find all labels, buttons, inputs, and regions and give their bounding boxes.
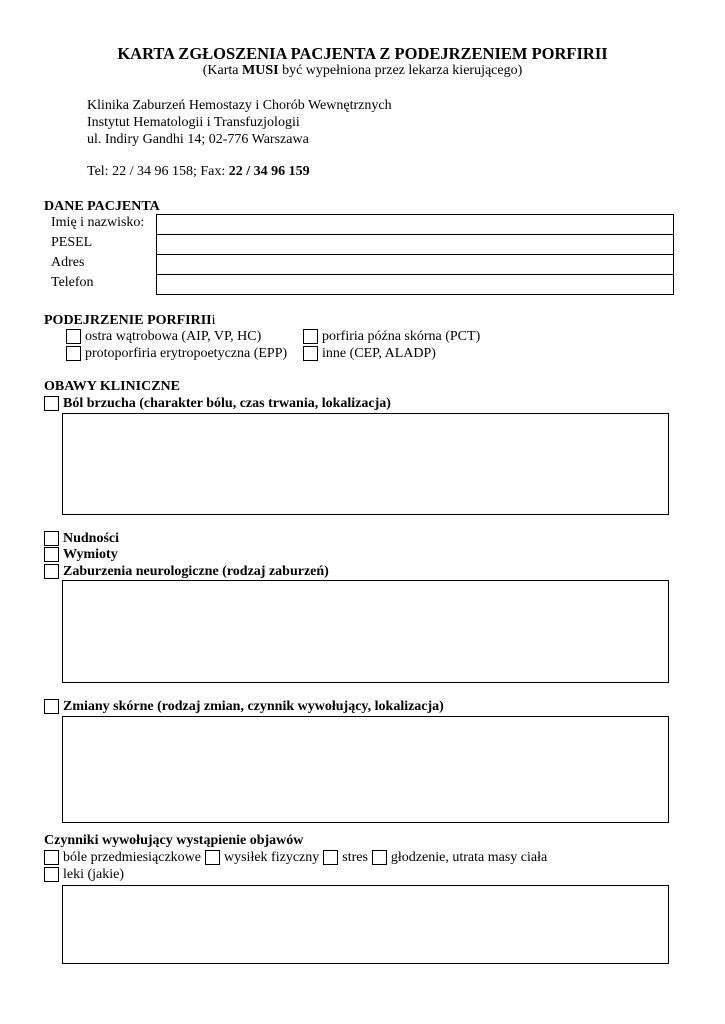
address-field[interactable] [156, 254, 674, 275]
trigger-premenstrual[interactable]: bóle przedmiesiączkowe [63, 849, 201, 865]
checkbox-icon[interactable] [303, 329, 318, 344]
symptom-neuro[interactable] [44, 563, 329, 580]
suspicion-option-pct[interactable] [303, 328, 480, 345]
address-line-3: ul. Indiry Gandhi 14; 02-776 Warszawa [87, 132, 309, 147]
symptom-skin-label: Zmiany skórne (rodzaj zmian, czynnik wywołujący, lokalizacja) [63, 698, 444, 714]
symptom-abdominal-label: Ból brzucha (charakter bólu, czas trwania, lokalizacja) [63, 395, 391, 411]
skin-description-box[interactable] [62, 716, 669, 823]
page-subtitle [0, 63, 725, 79]
address-line-1: Klinika Zaburzeń Hemostazy i Chorób Wewnętrznych [87, 98, 392, 113]
checkbox-icon[interactable] [44, 850, 59, 865]
trigger-stress[interactable]: stres [342, 849, 368, 865]
abdominal-description-box[interactable] [62, 413, 669, 515]
suspicion-heading-suffix: i [211, 313, 216, 328]
checkbox-icon[interactable] [44, 699, 59, 714]
checkbox-icon[interactable] [205, 850, 220, 865]
symptom-vomiting-label: Wymioty [63, 546, 118, 562]
checkbox-icon[interactable] [323, 850, 338, 865]
pesel-field[interactable] [156, 234, 674, 255]
checkbox-icon[interactable] [303, 346, 318, 361]
option-label: porfiria późna skórna (PCT) [322, 328, 481, 344]
pesel-label: PESEL [51, 235, 93, 250]
subtitle-emphasis: MUSI [242, 63, 279, 78]
symptom-neuro-label: Zaburzenia neurologiczne (rodzaj zaburzeń) [63, 563, 329, 579]
tel-text: Tel: 22 / 34 96 158; Fax: [87, 164, 229, 179]
trigger-fasting[interactable]: głodzenie, utrata masy ciała [390, 849, 548, 865]
suspicion-heading [44, 312, 216, 329]
page-title: KARTA ZGŁOSZENIA PACJENTA Z PODEJRZENIEM PORFIRII [117, 44, 608, 63]
checkbox-icon[interactable] [66, 346, 81, 361]
phone-label: Telefon [51, 275, 94, 290]
name-field[interactable] [156, 214, 674, 235]
suspicion-option-aip[interactable] [66, 328, 261, 345]
address-label: Adres [51, 255, 85, 270]
trigger-drugs[interactable] [44, 866, 124, 883]
symptom-nausea[interactable] [44, 530, 119, 547]
symptom-skin[interactable] [44, 698, 444, 715]
option-label: ostra wątrobowa (AIP, VP, HC) [85, 328, 262, 344]
phone-field[interactable] [156, 274, 674, 295]
checkbox-icon[interactable] [44, 867, 59, 882]
subtitle-prefix: (Karta [202, 63, 242, 78]
suspicion-option-other[interactable] [303, 345, 436, 362]
checkbox-icon[interactable] [44, 396, 59, 411]
symptom-vomiting[interactable] [44, 546, 118, 563]
symptoms-heading: OBAWY KLINICZNE [44, 379, 181, 394]
checkbox-icon[interactable] [44, 531, 59, 546]
suspicion-heading-text: PODEJRZENIE PORFIRII [44, 313, 212, 328]
symptom-nausea-label: Nudności [63, 530, 120, 546]
option-label: inne (CEP, ALADP) [322, 345, 436, 361]
name-label: Imię i nazwisko: [51, 215, 145, 230]
drugs-description-box[interactable] [62, 885, 669, 964]
checkbox-icon[interactable] [44, 547, 59, 562]
address-line-2: Instytut Hematologii i Transfuzjologii [87, 115, 300, 130]
option-label: protoporfiria erytropoetyczna (EPP) [85, 345, 288, 361]
patient-heading: DANE PACJENTA [44, 199, 160, 214]
checkbox-icon[interactable] [372, 850, 387, 865]
checkbox-icon[interactable] [66, 329, 81, 344]
checkbox-icon[interactable] [44, 564, 59, 579]
suspicion-option-epp[interactable] [66, 345, 287, 362]
symptom-abdominal[interactable] [44, 395, 391, 412]
subtitle-suffix: być wypełniona przez lekarza kierującego) [278, 63, 523, 78]
triggers-row [44, 849, 547, 866]
fax-number: 22 / 34 96 159 [228, 164, 310, 179]
trigger-exercise[interactable]: wysiłek fizyczny [224, 849, 320, 865]
neuro-description-box[interactable] [62, 580, 669, 683]
contact-line [87, 163, 310, 180]
trigger-drugs-label: leki (jakie) [63, 866, 125, 882]
triggers-heading: Czynniki wywołujący wystąpienie objawów [44, 833, 304, 848]
